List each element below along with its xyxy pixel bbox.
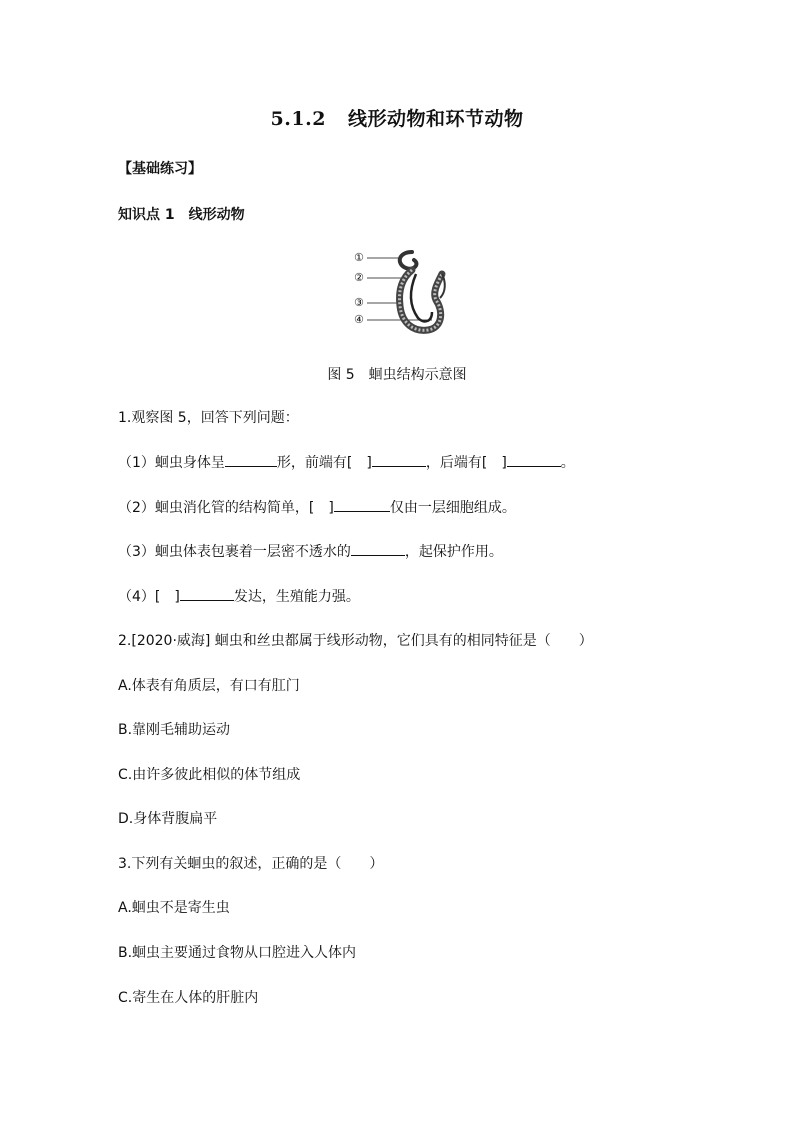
- question-2-option-a[interactable]: A.体表有角质层，有口有肛门: [118, 678, 300, 694]
- lesson-title: 线形动物和环节动物: [347, 108, 524, 130]
- question-3-option-a[interactable]: A.蛔虫不是寄生虫: [118, 900, 230, 916]
- question-3-option-c[interactable]: C.寄生在人体的肝脏内: [118, 990, 259, 1006]
- figure-label-2: ②: [354, 271, 364, 284]
- answer-blank[interactable]: [225, 452, 277, 467]
- question-1-part-3: （3）蛔虫体表包裹着一层密不透水的 ，起保护作用。: [118, 541, 503, 562]
- section-heading: 【基础练习】: [118, 161, 202, 177]
- question-1-part-1: （1）蛔虫身体呈 形，前端有[ ] ，后端有[ ] 。: [118, 452, 575, 473]
- figure-label-1: ①: [354, 251, 364, 264]
- question-3-option-b[interactable]: B.蛔虫主要通过食物从口腔进入人体内: [118, 945, 357, 961]
- answer-blank[interactable]: [507, 452, 561, 467]
- lesson-number: 5.1.2: [270, 108, 326, 130]
- knowledge-point-heading: 知识点 1 线形动物: [118, 207, 245, 223]
- question-2-option-b[interactable]: B.靠刚毛辅助运动: [118, 722, 231, 738]
- figure-caption: 图 5 蛔虫结构示意图: [327, 367, 467, 383]
- question-3-stem: 3.下列有关蛔虫的叙述，正确的是（ ）: [118, 856, 384, 872]
- answer-blank[interactable]: [372, 452, 426, 467]
- worm-body: [400, 252, 445, 330]
- answer-blank[interactable]: [351, 541, 405, 556]
- question-1-part-2: （2）蛔虫消化管的结构简单，[ ] 仅由一层细胞组成。: [118, 497, 516, 518]
- question-2-stem: 2.[2020·威海] 蛔虫和丝虫都属于线形动物，它们具有的相同特征是（ ）: [118, 633, 593, 649]
- answer-blank[interactable]: [180, 586, 234, 601]
- page-title: [0, 104, 794, 131]
- figure-label-4: ④: [354, 313, 364, 326]
- roundworm-diagram: [352, 248, 452, 340]
- question-2-option-d[interactable]: D.身体背腹扁平: [118, 811, 218, 827]
- answer-blank[interactable]: [334, 497, 390, 512]
- question-2-option-c[interactable]: C.由许多彼此相似的体节组成: [118, 767, 301, 783]
- question-1-part-4: （4）[ ] 发达，生殖能力强。: [118, 586, 360, 607]
- figure-label-3: ③: [354, 296, 364, 309]
- question-1-stem: 1.观察图 5，回答下列问题：: [118, 410, 299, 426]
